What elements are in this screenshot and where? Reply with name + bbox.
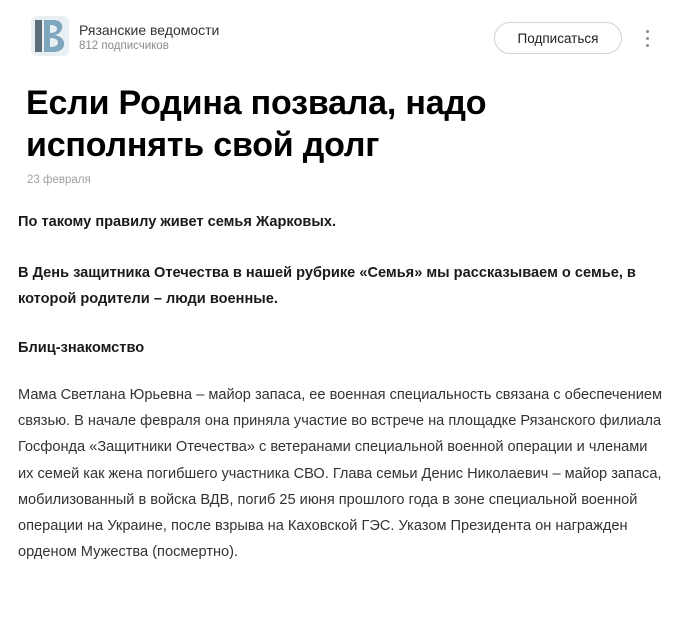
subscriber-count: 812 подписчиков [79,40,169,52]
channel-logo-icon[interactable] [31,16,69,56]
article-intro: В День защитника Отечества в нашей рубрике «Семья» мы рассказываем о семье, в которой родители – люди военные. [18,265,636,307]
more-options-icon[interactable] [640,26,654,50]
article-title: Если Родина позвала, надо исполнять свой долг [26,84,487,164]
channel-name[interactable]: Рязанские ведомости [79,22,220,38]
channel-header [0,0,678,64]
article-body: Мама Светлана Юрьевна – майор запаса, ее военная специальность связана с обеспечением связью. В начале февраля она приняла участие во встрече на площадке Рязанского филиала Госфонда «Защитники Отечества» с ветеранами специальной военной операции и членами их семей как жена погибшего участника СВО. Глава семьи Денис Николаевич – майор запаса, мобилизованный в войска ВДВ, погиб 25 июня прошлого года в зоне специальной военной операции на Украине, после взрыва на Каховской ГЭС. Указом Президента он награжден орденом Мужества (посмертно). [18,387,662,561]
publish-date: 23 февраля [27,174,91,186]
subscribe-button[interactable]: Подписаться [494,22,622,54]
article-lead: По такому правилу живет семья Жарковых. [18,214,336,230]
section-heading: Блиц-знакомство [18,340,145,356]
